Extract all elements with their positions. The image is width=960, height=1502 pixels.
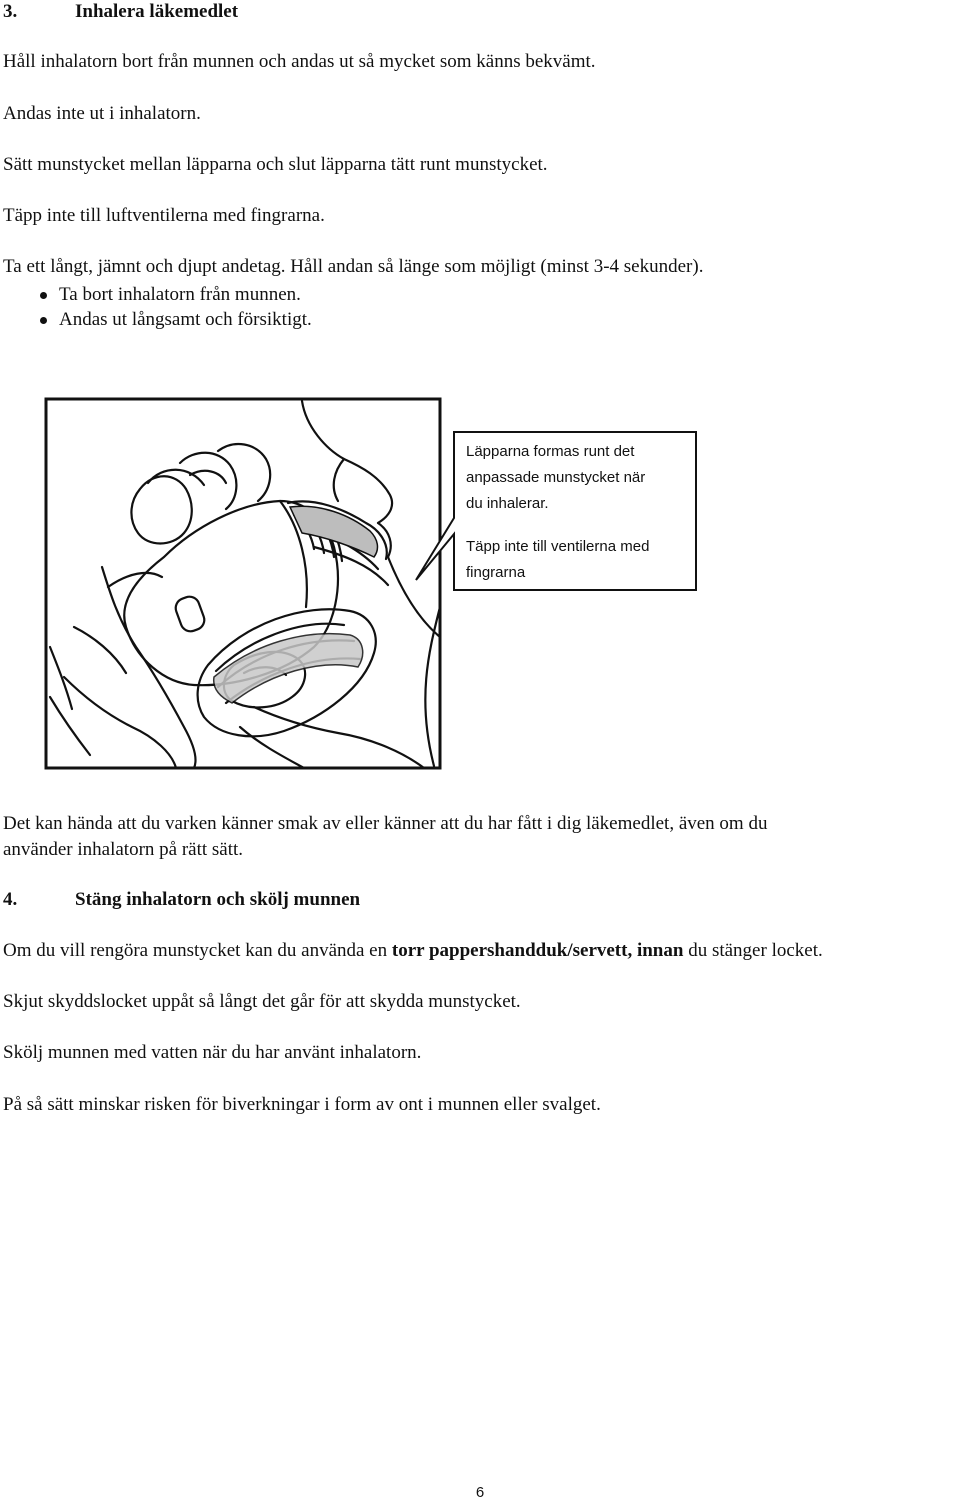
- paragraph: Ta ett långt, jämnt och djupt andetag. Håll andan så länge som möjligt (minst 3-4 sekunder).: [3, 256, 704, 277]
- callout-line: du inhalerar.: [466, 495, 549, 512]
- section-4-heading: [3, 888, 360, 912]
- paragraph: På så sätt minskar risken för biverkningar i form av ont i munnen eller svalget.: [3, 1094, 601, 1115]
- page-number: 6: [475, 1484, 485, 1501]
- bullet-dot-icon: [40, 317, 47, 324]
- bullet-dot-icon: [40, 292, 47, 299]
- callout-line: Läpparna formas runt det: [466, 443, 635, 460]
- paragraph-cleaning: [3, 939, 823, 963]
- section-number: 4.: [3, 889, 18, 910]
- emphasis-text: torr pappershandduk/servett, innan: [391, 940, 684, 961]
- paragraph-text: Om du vill rengöra munstycket kan du använda en: [3, 940, 392, 961]
- paragraph: Håll inhalatorn bort från munnen och andas ut så mycket som känns bekvämt.: [3, 51, 596, 72]
- section-title: Inhalera läkemedlet: [75, 1, 239, 22]
- section-title: Stäng inhalatorn och skölj munnen: [75, 889, 361, 910]
- paragraph: Täpp inte till luftventilerna med fingrarna.: [3, 205, 325, 226]
- callout-line: fingrarna: [466, 564, 526, 581]
- note-line: Det kan hända att du varken känner smak av eller känner att du har fått i dig läkemedlet, även om du: [3, 813, 768, 834]
- paragraph: Skölj munnen med vatten när du har använt inhalatorn.: [3, 1042, 422, 1063]
- bullet-text: Andas ut långsamt och försiktigt.: [59, 309, 312, 330]
- bullet-item: [40, 283, 301, 307]
- bullet-item: [40, 308, 312, 332]
- note-line: använder inhalatorn på rätt sätt.: [3, 839, 244, 860]
- paragraph-text: du stänger locket.: [683, 940, 823, 961]
- section-3-heading: [3, 0, 238, 24]
- paragraph: Andas inte ut i inhalatorn.: [3, 103, 201, 124]
- paragraph: Skjut skyddslocket uppåt så långt det går för att skydda munstycket.: [3, 991, 521, 1012]
- callout-line: anpassade munstycket när: [466, 469, 646, 486]
- bullet-text: Ta bort inhalatorn från munnen.: [59, 284, 301, 305]
- inhaler-illustration: [44, 397, 442, 770]
- paragraph: Sätt munstycket mellan läpparna och slut läpparna tätt runt munstycket.: [3, 154, 548, 175]
- callout-line: Täpp inte till ventilerna med: [466, 538, 650, 555]
- section-number: 3.: [3, 1, 18, 22]
